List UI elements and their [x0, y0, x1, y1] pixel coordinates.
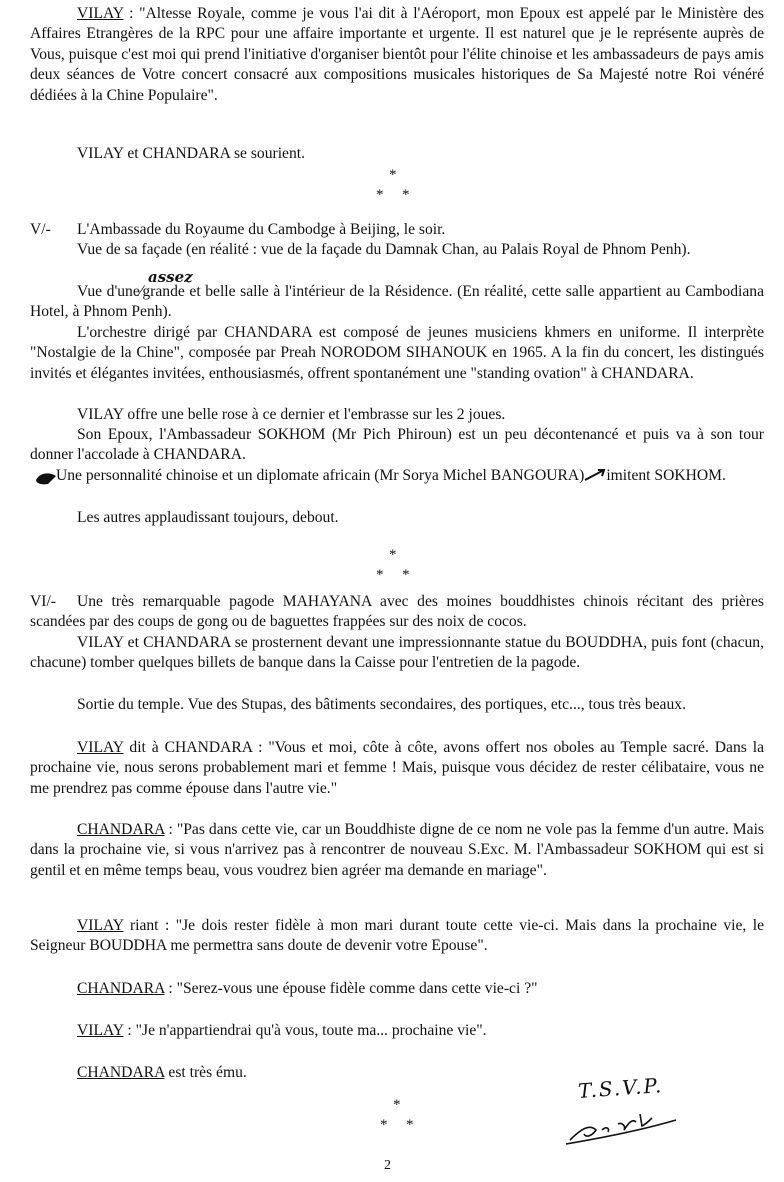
handwritten-note: T.S.V.P. — [577, 1073, 664, 1103]
scene-heading: L'Ambassade du Royaume du Cambodge à Beijing, le soir. — [77, 221, 446, 238]
paragraph-vilay-speech — [30, 4, 764, 106]
speaker-vilay: VILAY — [77, 5, 124, 22]
scene-line: VILAY offre une belle rose à ce dernier et l'embrasse sur les 2 joues. — [77, 406, 506, 423]
signature-icon — [562, 1100, 682, 1148]
scene-line: Sortie du temple. Vue des Stupas, des bâtiments secondaires, des portiques, etc..., tous très beaux. — [77, 696, 686, 713]
dialogue-vilay: VILAY dit à CHANDARA : "Vous et moi, côte à côte, avons offert nos oboles au Temple sacré. Dans la prochaine vie, nous serons probablement mari et femme ! Mais, puisque vous décidez de rester célibataire, vous ne me prendrez pas comme épouse dans l'autre vie." — [30, 739, 764, 797]
scene-line: Une très remarquable pagode MAHAYANA avec des moines bouddhistes chinois récitant des prières scandées par des coups de gong ou de baguettes frappées sur des noix de cocos. — [30, 593, 764, 631]
section-number-vi: VI/- — [30, 593, 56, 610]
scene-line: Les autres applaudissant toujours, debout. — [77, 509, 339, 526]
dialogue-vilay: VILAY riant : "Je dois rester fidèle à mon mari durant toute cette vie-ci. Mais dans la prochaine vie, le Seigneur BOUDDHA me permettra sans doute de devenir votre Epouse". — [30, 917, 764, 955]
handwritten-mark-icon — [34, 470, 58, 486]
scene-line: Vue d'une⁄grande et belle salle à l'intérieur de la Résidence. (En réalité, cette salle appartient au Cambodiana Hotel, à Phnom Penh). — [30, 283, 764, 321]
separator-star: * — [380, 1117, 388, 1133]
scene-line: VILAY et CHANDARA se prosternent devant une impressionnante statue du BOUDDHA, puis font (chacun, chacune) tomber quelques billets de banque dans la Caisse pour l'entretien de la pagode. — [30, 634, 764, 672]
separator-star: * — [389, 167, 397, 183]
scene-line: Une personnalité chinoise et un diplomate africain (Mr Sorya Michel BANGOURA) imitent SOKHOM. — [56, 467, 726, 484]
separator-star: * — [393, 1097, 401, 1113]
scene-line: Son Epoux, l'Ambassadeur SOKHOM (Mr Pich Phiroun) est un peu décontenancé et puis va à son tour donner l'accolade à CHANDARA. — [30, 426, 764, 464]
separator-star: * — [402, 567, 410, 583]
stage-direction: CHANDARA est très ému. — [77, 1064, 247, 1081]
separator-star: * — [376, 187, 384, 203]
scene-line: Vue de sa façade (en réalité : vue de la façade du Damnak Chan, au Palais Royal de Phnom Penh). — [77, 241, 691, 258]
speech-text: : "Altesse Royale, comme je vous l'ai dit à l'Aéroport, mon Epoux est appelé par le Ministère des Affaires Etrangères de la RPC pour une affaire importante et urgente. Il est naturel que je le représente auprès de Vous, puisque c'est moi qui prend l'initiative d'organiser bientôt pour l'élite chinoise et les ambassadeurs de pays amis deux séances de Votre concert consacré aux compositions musicales historiques de Sa Majesté notre Roi vénéré dédiées à la Chine Populaire". — [30, 5, 764, 104]
handwritten-arrow-icon — [584, 468, 606, 482]
separator-star: * — [402, 187, 410, 203]
separator-star: * — [389, 547, 397, 563]
dialogue-vilay: VILAY : "Je n'appartiendrai qu'à vous, toute ma... prochaine vie". — [77, 1022, 487, 1039]
separator-star: * — [406, 1117, 414, 1133]
separator-star: * — [376, 567, 384, 583]
dialogue-chandara: CHANDARA : "Serez-vous une épouse fidèle comme dans cette vie-ci ?" — [77, 980, 538, 997]
handwritten-insert: assez — [148, 268, 193, 286]
section-number-v: V/- — [30, 221, 51, 238]
page-number: 2 — [384, 1158, 391, 1173]
dialogue-chandara: CHANDARA : "Pas dans cette vie, car un Bouddhiste digne de ce nom ne vole pas la femme d'un autre. Mais dans la prochaine vie, si vous n'arrivez pas à rencontrer de nouveau S.Exc. M. l'Ambassadeur SOKHOM qui est si gentil et en même temps beau, vous voudrez bien agréer ma demande en mariage". — [30, 821, 764, 879]
caret-mark: ⁄ — [139, 283, 143, 300]
stage-direction: VILAY et CHANDARA se sourient. — [77, 145, 305, 162]
scene-line: L'orchestre dirigé par CHANDARA est composé de jeunes musiciens khmers en uniforme. Il interprète "Nostalgie de la Chine", composée par Preah NORODOM SIHANOUK en 1965. A la fin du concert, les distingués invités et élégantes invitées, enthousiasmés, offrent spontanément une "standing ovation" à CHANDARA. — [30, 324, 764, 382]
